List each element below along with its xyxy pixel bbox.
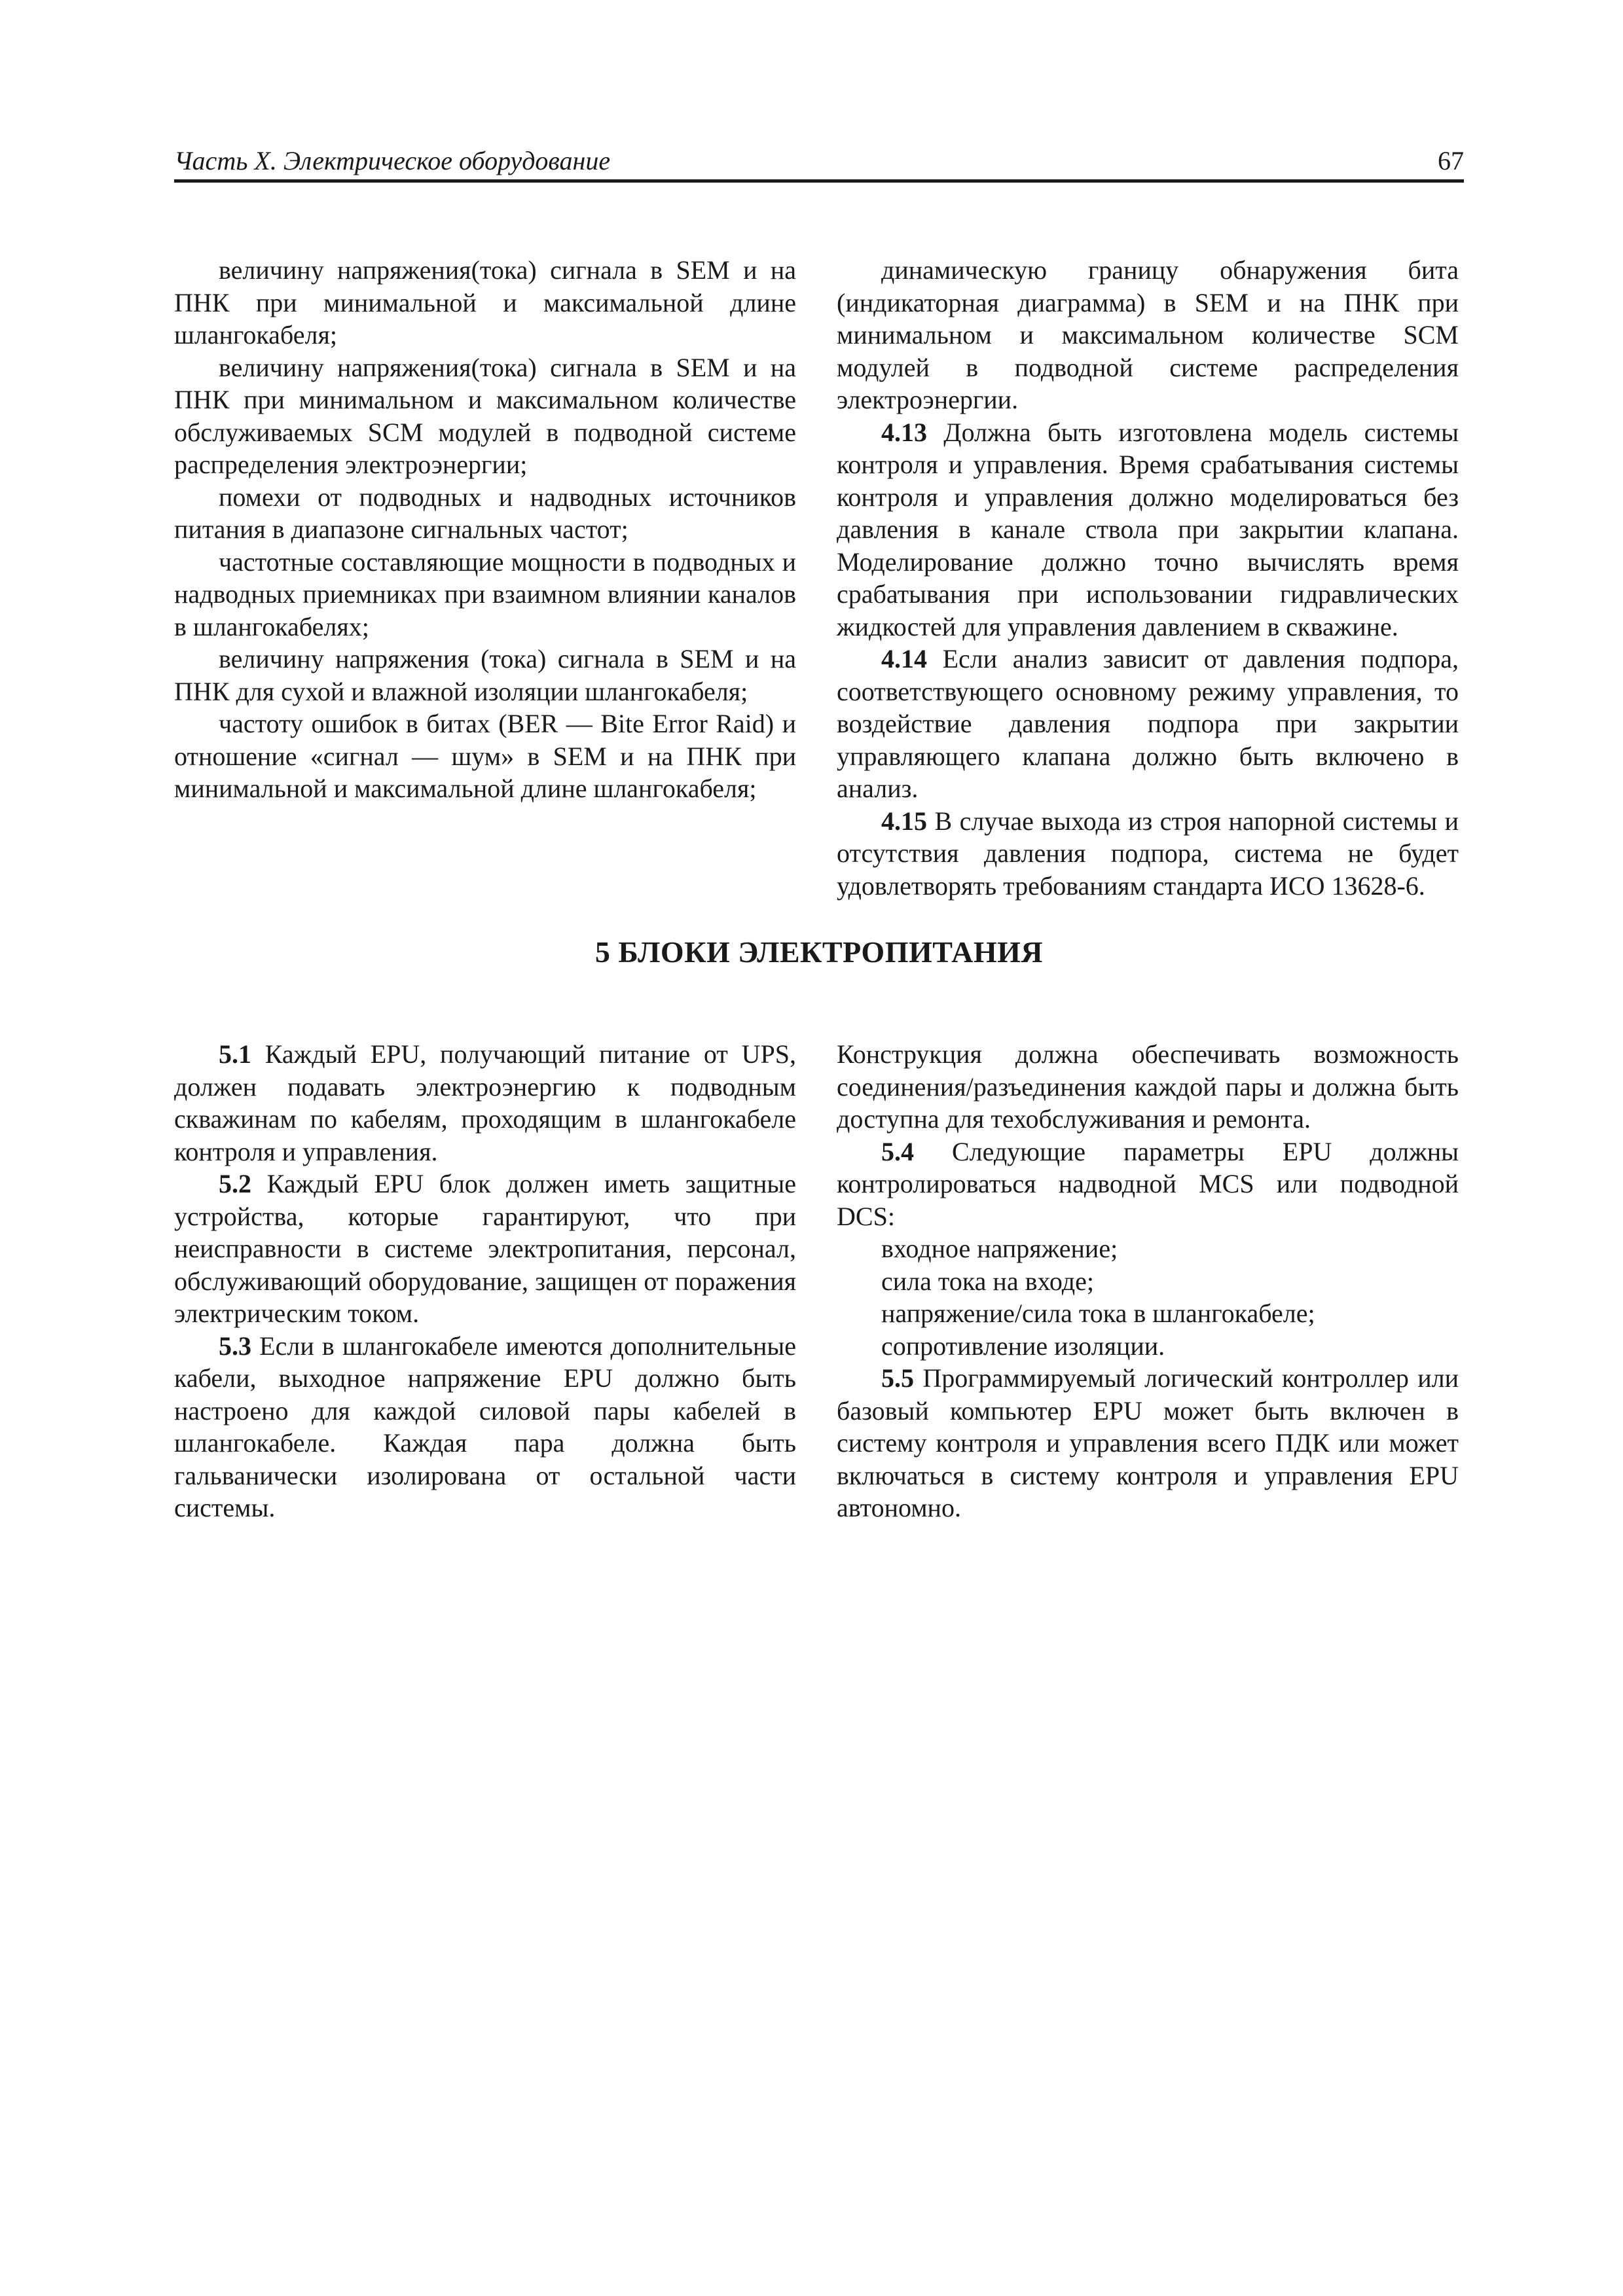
clause-text: Программируемый логический контроллер или базовый компьютер EPU может быть включен в систему контроля и управления всего ПДК или может включаться в систему контроля и управления EPU автономно. <box>837 1363 1459 1522</box>
paragraph-5-5 <box>837 1362 1459 1524</box>
bottom-left-column <box>174 1038 796 1524</box>
paragraph-5-2 <box>174 1168 796 1330</box>
paragraph-continuation: Конструкция должна обеспечивать возможность соединения/разъединения каждой пары и должна быть доступна для техобслуживания и ремонта. <box>837 1039 1459 1134</box>
list-item: помехи от подводных и надводных источников питания в диапазоне сигнальных частот; <box>174 482 796 544</box>
page-number: 67 <box>1438 146 1464 175</box>
list-item: частотные составляющие мощности в подводных и надводных приемниках при взаимном влиянии каналов в шлангокабелях; <box>174 547 796 641</box>
clause-text: Если анализ зависит от давления подпора, соответствующего основному режиму управления, то воздействие давления подпора при закрытии управляющего клапана должно быть включено в анализ. <box>837 644 1459 803</box>
list-item: величину напряжения(тока) сигнала в SEM и на ПНК при минимальном и максимальном количестве обслуживаемых SCM модулей в подводной системе распределения электроэнергии; <box>174 352 796 479</box>
list-item: сила тока на входе; <box>881 1266 1094 1296</box>
clause-text: Должна быть изготовлена модель системы контроля и управления. Время срабатывания системы контроля и управления должно моделироваться без давления в канале ствола при закрытии клапана. Моделирование должно точно вычислять время срабатывания при использовании гидравлических жидкостей для управления давлением в скважине. <box>837 417 1459 641</box>
clause-text: Каждый EPU блок должен иметь защитные устройства, которые гарантируют, что при неисправности в системе электропитания, персонал, обслуживающий оборудование, защищен от поражения электрическим током. <box>174 1169 796 1328</box>
list-item: динамическую границу обнаружения бита (индикаторная диаграмма) в SEM и на ПНК при минимальном и максимальном количестве SCM модулей в подводной системе распределения электроэнергии. <box>837 255 1459 414</box>
top-right-column <box>837 254 1459 902</box>
list-item: сопротивление изоляции. <box>881 1331 1165 1361</box>
top-left-column <box>174 254 796 805</box>
clause-number: 4.14 <box>881 644 927 673</box>
clause-text: В случае выхода из строя напорной системы и отсутствия давления подпора, система не будет удовлетворять требованиям стандарта ИСО 13628-6. <box>837 806 1459 901</box>
list-item: величину напряжения(тока) сигнала в SEM и на ПНК при минимальной и максимальной длине шлангокабеля; <box>174 255 796 350</box>
clause-text: Каждый EPU, получающий питание от UPS, должен подавать электроэнергию к подводным скважинам по кабелям, проходящим в шлангокабеле контроля и управления. <box>174 1039 796 1166</box>
section-title: 5 БЛОКИ ЭЛЕКТРОПИТАНИЯ <box>594 935 1044 969</box>
list-item: величину напряжения (тока) сигнала в SEM и на ПНК для сухой и влажной изоляции шлангокабеля; <box>174 644 796 706</box>
clause-number: 4.13 <box>881 417 927 447</box>
clause-number: 5.1 <box>219 1039 251 1069</box>
clause-number: 5.5 <box>881 1363 914 1393</box>
clause-number: 5.3 <box>219 1331 251 1361</box>
paragraph-5-3 <box>174 1330 796 1524</box>
clause-text: Следующие параметры EPU должны контролироваться надводной MCS или подводной DCS: <box>837 1136 1459 1231</box>
paragraph-4-14 <box>837 643 1459 805</box>
list-item: частоту ошибок в битах (BER — Bite Error Raid) и отношение «сигнал — шум» в SEM и на ПНК при минимальной и максимальной длине шлангокабеля; <box>174 709 796 803</box>
clause-text: Если в шлангокабеле имеются дополнительные кабели, выходное напряжение EPU должно быть настроено для каждой силовой пары кабелей в шлангокабеле. Каждая пара должна быть гальванически изолирована от остальной части системы. <box>174 1331 796 1522</box>
paragraph-5-4 <box>837 1136 1459 1233</box>
clause-number: 5.2 <box>219 1169 251 1198</box>
bottom-right-column <box>837 1038 1459 1524</box>
paragraph-4-13 <box>837 416 1459 643</box>
clause-number: 5.4 <box>881 1136 914 1166</box>
paragraph-4-15 <box>837 805 1459 903</box>
paragraph-5-1 <box>174 1038 796 1168</box>
list-item: входное напряжение; <box>881 1234 1118 1263</box>
page-header <box>174 145 1464 183</box>
running-title: Часть X. Электрическое оборудование <box>174 146 611 175</box>
clause-number: 4.15 <box>881 806 927 836</box>
list-item: напряжение/сила тока в шлангокабеле; <box>881 1299 1315 1328</box>
